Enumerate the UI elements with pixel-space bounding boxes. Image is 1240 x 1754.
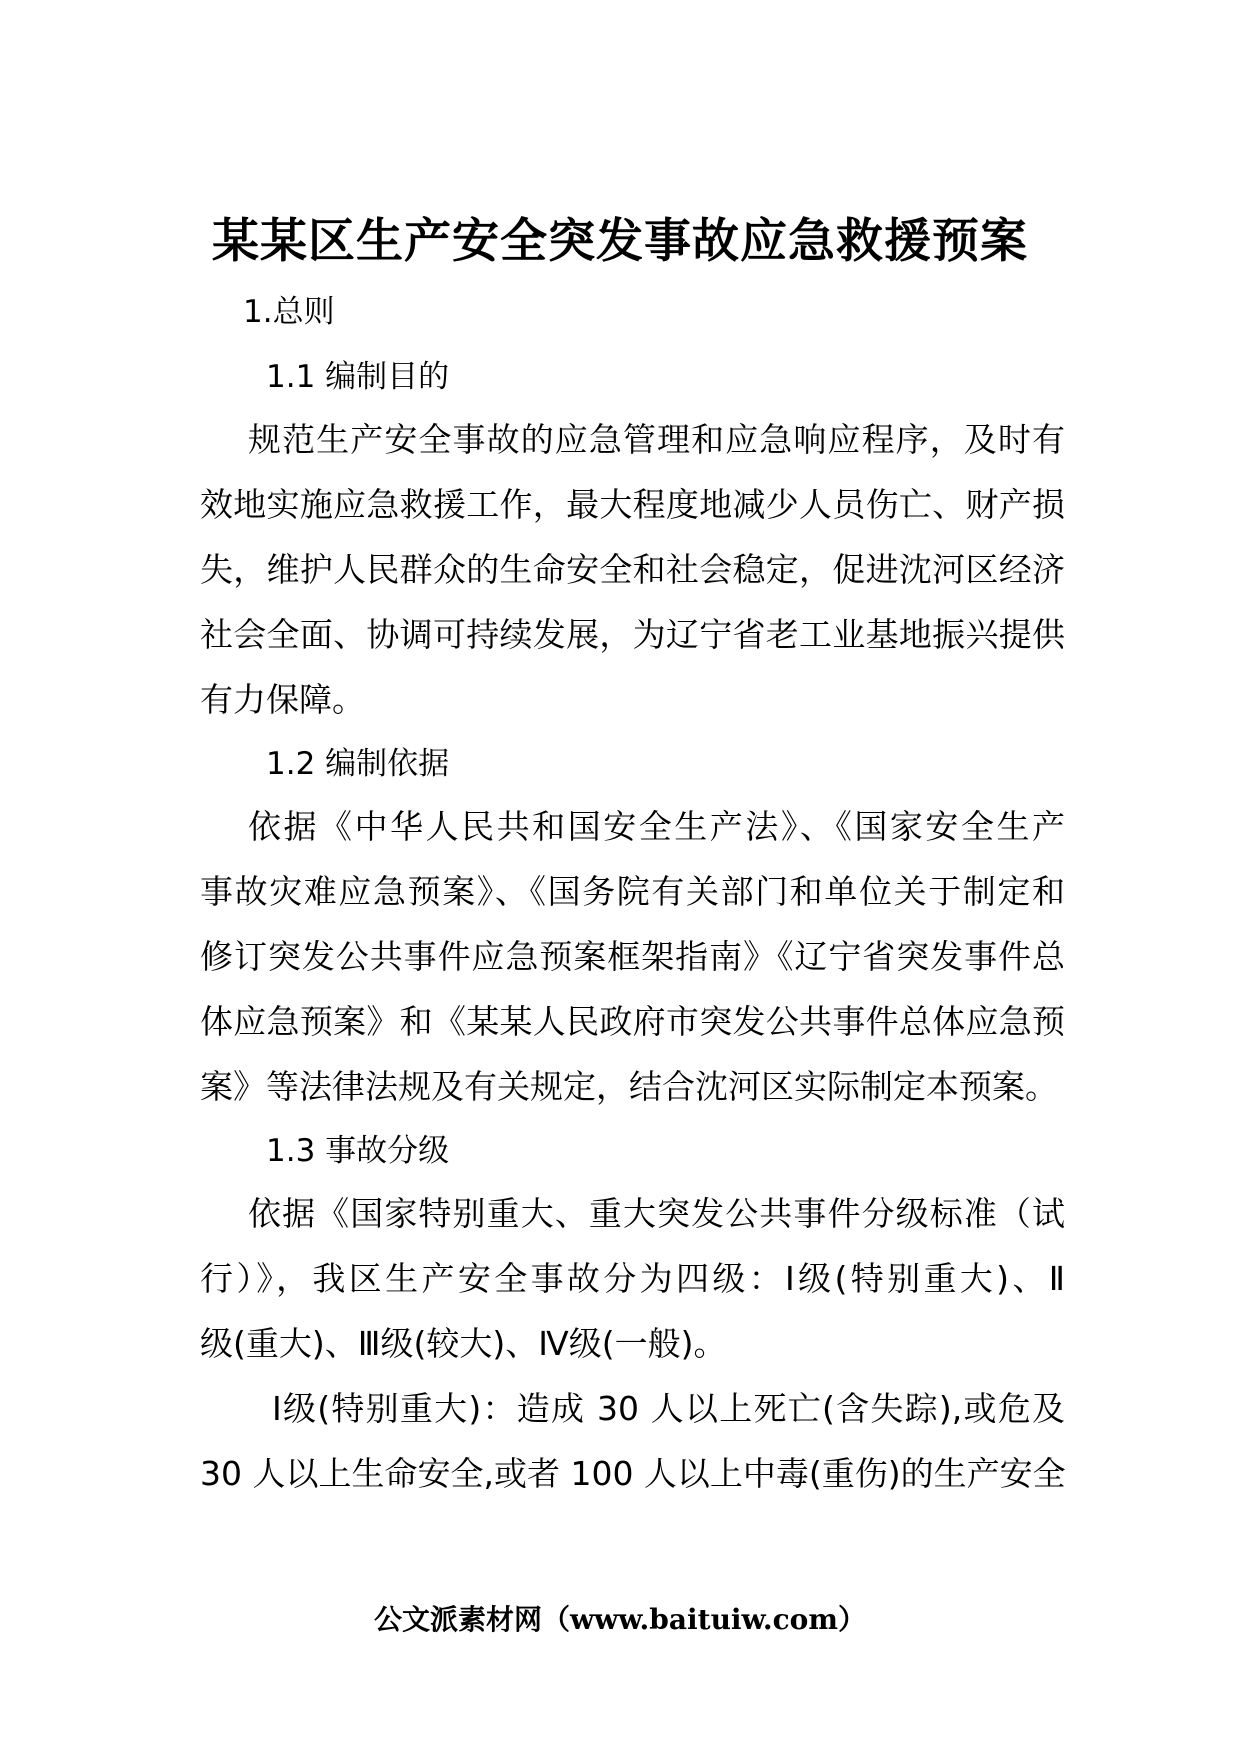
paragraph-basis — [200, 794, 1065, 1119]
text-line: 依据《国家特别重大、重大突发公共事件分级标准（试 — [248, 1194, 1065, 1233]
text-line: 行）》，我区生产安全事故分为四级：Ⅰ级(特别重大)、Ⅱ — [200, 1259, 1065, 1298]
text-line: 效地实施应急救援工作，最大程度地减少人员伤亡、财产损 — [200, 485, 1065, 524]
text-line: 社会全面、协调可持续发展，为辽宁省老工业基地振兴提供 — [200, 615, 1065, 654]
text-line: 案》等法律法规及有关规定，结合沈河区实际制定本预案。 — [200, 1067, 1058, 1106]
text-line: 有力保障。 — [200, 680, 365, 719]
section-heading-purpose: 1.1 编制目的 — [266, 359, 450, 395]
text-line: 修订突发公共事件应急预案框架指南》《辽宁省突发事件总 — [200, 937, 1065, 976]
text-line: 30 人以上生命安全,或者 100 人以上中毒(重伤)的生产安全 — [200, 1454, 1066, 1493]
text-line: 事故灾难应急预案》、《国务院有关部门和单位关于制定和 — [200, 872, 1065, 911]
section-heading-classification: 1.3 事故分级 — [266, 1133, 450, 1169]
footer-watermark: 公文派素材网（www.baituiw.com） — [374, 1603, 866, 1636]
text-line: 体应急预案》和《某某人民政府市突发公共事件总体应急预 — [200, 1002, 1065, 1041]
text-line: 级(重大)、Ⅲ级(较大)、Ⅳ级(一般)。 — [200, 1324, 727, 1363]
text-line: Ⅰ级(特别重大)：造成 30 人以上死亡(含失踪),或危及 — [272, 1389, 1065, 1428]
paragraph-classification — [200, 1181, 1065, 1376]
section-heading-basis: 1.2 编制依据 — [266, 746, 450, 782]
paragraph-purpose — [200, 407, 1065, 732]
text-line: 失，维护人民群众的生命安全和社会稳定，促进沈河区经济 — [200, 550, 1065, 589]
text-line: 依据《中华人民共和国安全生产法》、《国家安全生产 — [248, 807, 1065, 846]
section-heading-general: 1.总则 — [243, 294, 335, 330]
text-line: 规范生产安全事故的应急管理和应急响应程序，及时有 — [248, 420, 1065, 459]
paragraph-level-1 — [200, 1376, 1065, 1506]
page-title: 某某区生产安全突发事故应急救援预案 — [212, 214, 1028, 269]
